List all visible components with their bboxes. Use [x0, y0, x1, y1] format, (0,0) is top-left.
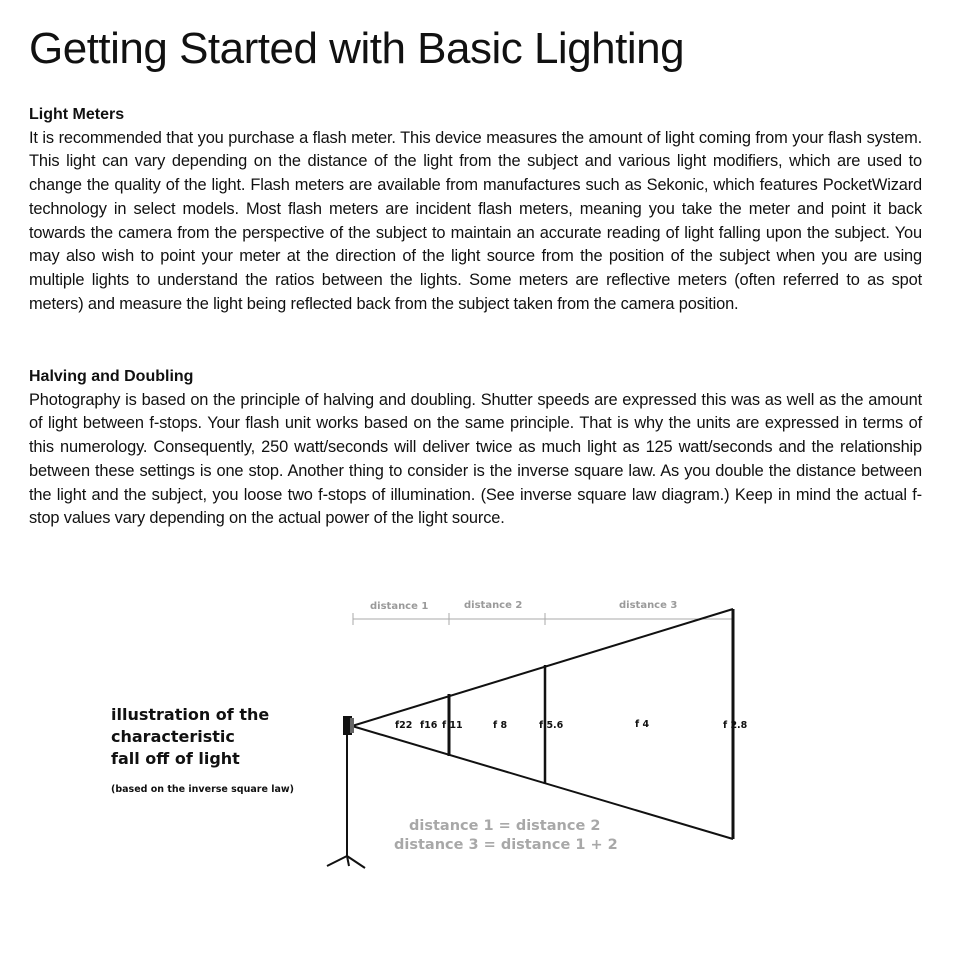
light-stand-icon: [327, 716, 365, 868]
fstop-label: f 11: [442, 720, 463, 731]
equation-line: distance 3 = distance 1 + 2: [394, 837, 618, 853]
distance-label: distance 1: [370, 601, 429, 612]
flash-head-face: [350, 718, 354, 733]
fstop-label: f22: [395, 720, 413, 731]
caption-line: characteristic: [111, 727, 235, 746]
section-heading: Halving and Doubling: [29, 368, 194, 385]
fstop-label: f 4: [635, 719, 650, 730]
stand-leg: [347, 856, 365, 868]
section-body: Photography is based on the principle of halving and doubling. Shutter speeds are expressed this was as well as the amount of light between f-stops. Your flash unit works based on the same principle. That is why the units are expressed in terms of this numerology. Consequently, 250 watt/seconds will deliver twice as much light as 125 watt/seconds and the relationship between these settings is one stop. Another thing to consider is the inverse square law. As you double the distance between the light and the subject, you loose two f-stops of illumination. (See inverse square law diagram.) Keep in mind the actual f-stop values vary depending on the actual power of the light source.: [29, 390, 922, 528]
equation-line: distance 1 = distance 2: [409, 818, 601, 834]
distance-equations: [394, 818, 618, 853]
fstop-label: f 5.6: [539, 720, 564, 731]
fstop-labels: [395, 719, 748, 731]
stand-leg: [327, 856, 347, 866]
section-body: It is recommended that you purchase a flash meter. This device measures the amount of light coming from your flash system. This light can vary depending on the distance of the light from the subject and various light modifiers, which are used to change the quality of the light. Flash meters are available from manufactures such as Sekonic, which features PocketWizard technology in select models. Most flash meters are incident flash meters, meaning you take the meter and point it back towards the camera from the perspective of the subject to maintain an accurate reading of light falling upon the subject. You may also wish to point your meter at the direction of the light source from the position of the subject when you are using multiple lights to understand the ratios between the lights. Some meters are reflective meters (often referred to as spot meters) and measure the light being reflected back from the subject taken from the camera position.: [29, 128, 922, 313]
fstop-label: f 8: [493, 720, 508, 731]
caption-line: illustration of the: [111, 705, 270, 724]
fstop-label: f16: [420, 720, 438, 731]
distance-label: distance 2: [464, 600, 523, 611]
caption-subtitle: (based on the inverse square law): [111, 784, 295, 795]
fstop-label: f 2.8: [723, 720, 748, 731]
distance-ruler: [353, 600, 733, 625]
caption-line: fall off of light: [111, 749, 240, 768]
cone-edge-top: [352, 609, 733, 726]
distance-label: distance 3: [619, 600, 678, 611]
page-title: Getting Started with Basic Lighting: [29, 24, 685, 73]
section-heading: Light Meters: [29, 106, 125, 123]
